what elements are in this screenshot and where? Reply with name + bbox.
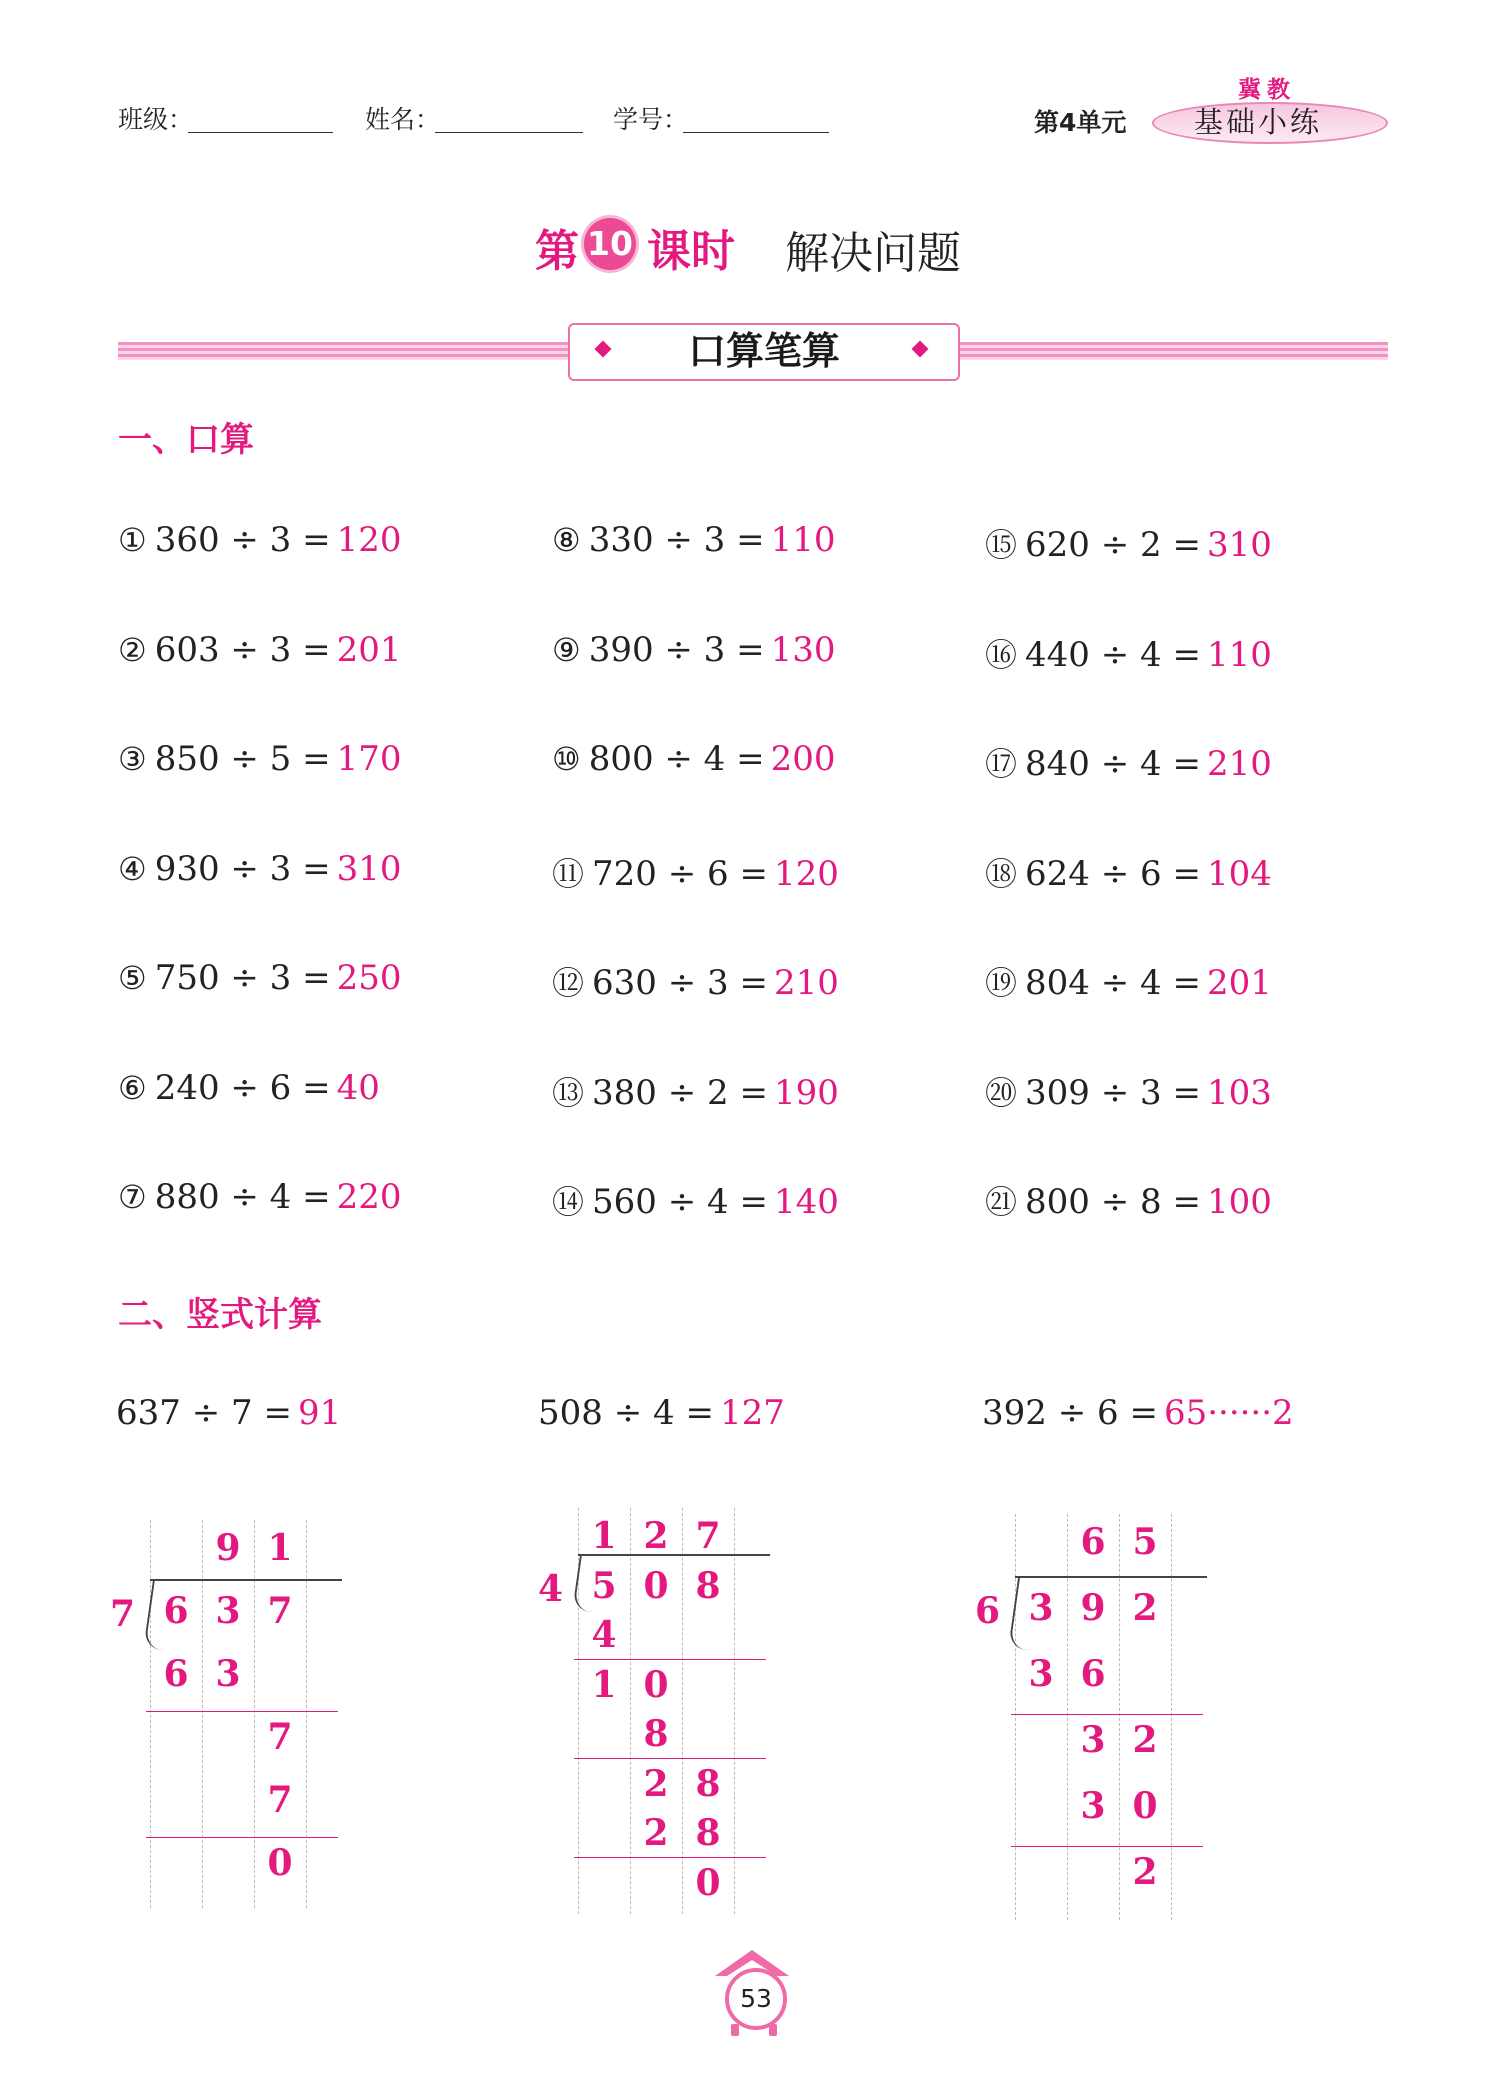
class-field[interactable] xyxy=(188,104,333,133)
step-digit: 7 xyxy=(267,1716,293,1758)
problem-answer: 210 xyxy=(1206,744,1272,784)
problem-answer: 140 xyxy=(773,1182,839,1222)
oral-problem xyxy=(118,1177,402,1217)
lesson-prefix: 第 xyxy=(535,226,579,277)
dividend-digit: 2 xyxy=(1132,1587,1158,1629)
step-digit: 0 xyxy=(643,1663,669,1706)
step-digit: 0 xyxy=(267,1842,293,1884)
problem-expression: 637 ÷ 7 = xyxy=(116,1393,292,1433)
subtraction-line xyxy=(146,1837,338,1838)
subtraction-line xyxy=(1011,1846,1203,1847)
problem-expression: 850 ÷ 5 = xyxy=(154,739,331,779)
oral-problem xyxy=(985,1177,1272,1223)
problem-number: ⑨ xyxy=(552,630,581,669)
problem-answer: 91 xyxy=(297,1393,342,1433)
subtraction-line xyxy=(574,1758,766,1759)
step-digit: 6 xyxy=(1080,1653,1106,1695)
problem-expression: 330 ÷ 3 = xyxy=(588,520,765,560)
problem-number: ④ xyxy=(118,849,147,888)
grid-guide xyxy=(1015,1514,1016,1920)
problem-expression: 930 ÷ 3 = xyxy=(154,848,331,889)
problem-expression: 440 ÷ 4 = xyxy=(1025,634,1201,675)
divisor: 4 xyxy=(538,1567,564,1610)
oral-problem xyxy=(985,630,1272,676)
quotient-digit: 1 xyxy=(267,1527,293,1569)
oral-problem xyxy=(552,958,839,1004)
written-problem xyxy=(116,1393,341,1433)
problem-number: ㉑ xyxy=(985,1183,1018,1221)
problem-expression: 880 ÷ 4 = xyxy=(154,1177,331,1217)
oral-problem xyxy=(118,958,402,998)
subtraction-line xyxy=(574,1857,766,1858)
problem-number: ⑲ xyxy=(985,964,1018,1002)
problem-number: ⑬ xyxy=(552,1073,585,1112)
problem-number: ① xyxy=(118,521,147,559)
problem-answer: 65······2 xyxy=(1163,1393,1294,1433)
dividend-digit: 3 xyxy=(1028,1587,1054,1629)
dividend-digit: 8 xyxy=(695,1564,721,1607)
problem-number: ⑰ xyxy=(985,745,1018,783)
problem-answer: 220 xyxy=(336,1177,402,1217)
problem-number: ⑪ xyxy=(552,854,585,893)
problem-number: ② xyxy=(118,630,147,669)
step-digit: 1 xyxy=(591,1663,617,1706)
problem-number: ⑮ xyxy=(985,526,1018,564)
dividend-digit: 9 xyxy=(1080,1587,1106,1629)
problem-number: ⑳ xyxy=(985,1073,1018,1112)
problem-number: ⑩ xyxy=(552,740,581,778)
problem-expression: 624 ÷ 6 = xyxy=(1025,853,1201,894)
subtraction-line xyxy=(574,1659,766,1660)
problem-expression: 620 ÷ 2 = xyxy=(1025,525,1201,565)
problem-expression: 804 ÷ 4 = xyxy=(1025,963,1201,1003)
problem-number: ⑦ xyxy=(118,1178,147,1216)
brand-series: 基础小练 xyxy=(1194,105,1323,139)
problem-answer: 170 xyxy=(336,739,402,779)
problem-answer: 130 xyxy=(770,629,836,670)
problem-number: ⑤ xyxy=(118,959,147,997)
step-digit: 4 xyxy=(591,1614,617,1656)
problem-answer: 200 xyxy=(770,739,836,779)
problem-number: ⑫ xyxy=(552,964,585,1002)
problem-expression: 380 ÷ 2 = xyxy=(592,1072,768,1113)
page-number: 53 xyxy=(725,1968,787,2030)
step-digit: 8 xyxy=(643,1713,669,1755)
dividend-digit: 6 xyxy=(163,1590,189,1632)
oral-problem xyxy=(552,1177,839,1223)
step-digit: 6 xyxy=(163,1653,189,1695)
oral-problem xyxy=(118,630,402,670)
page-badge-leg xyxy=(731,2024,739,2036)
problem-expression: 392 ÷ 6 = xyxy=(982,1393,1158,1433)
problem-number: ⑧ xyxy=(552,521,581,559)
dividend-digit: 3 xyxy=(215,1590,241,1632)
problem-answer: 201 xyxy=(336,629,402,670)
problem-answer: 120 xyxy=(773,853,839,894)
oral-problem xyxy=(985,958,1272,1004)
step-digit: 8 xyxy=(695,1812,721,1854)
student-id-field[interactable] xyxy=(683,104,829,133)
banner-title: 口算笔算 xyxy=(687,329,840,373)
problem-answer: 250 xyxy=(336,958,402,998)
problem-expression: 800 ÷ 8 = xyxy=(1025,1182,1201,1222)
problem-expression: 630 ÷ 3 = xyxy=(592,963,768,1003)
oral-problem xyxy=(552,520,836,560)
step-digit: 2 xyxy=(1132,1851,1158,1893)
written-problem xyxy=(538,1393,785,1433)
step-digit: 7 xyxy=(267,1779,293,1821)
problem-answer: 201 xyxy=(1206,963,1272,1003)
step-digit: 3 xyxy=(215,1653,241,1695)
problem-expression: 360 ÷ 3 = xyxy=(154,520,331,560)
problem-expression: 560 ÷ 4 = xyxy=(592,1182,768,1222)
problem-number: ⑥ xyxy=(118,1068,147,1107)
quotient-digit: 9 xyxy=(215,1527,241,1569)
problem-expression: 240 ÷ 6 = xyxy=(154,1067,331,1108)
step-digit: 0 xyxy=(695,1861,721,1904)
divisor: 7 xyxy=(110,1593,136,1635)
lesson-topic: 解决问题 xyxy=(785,228,961,279)
brand-publisher: 冀教 xyxy=(1238,77,1296,103)
step-digit: 2 xyxy=(643,1812,669,1854)
problem-answer: 210 xyxy=(773,963,839,1003)
oral-problem xyxy=(985,520,1272,566)
oral-problem xyxy=(118,520,402,560)
step-digit: 8 xyxy=(695,1762,721,1805)
name-label: 姓名： xyxy=(365,105,441,134)
problem-number: ⑱ xyxy=(985,854,1018,893)
quotient-digit: 5 xyxy=(1132,1521,1158,1563)
problem-answer: 127 xyxy=(719,1393,785,1433)
oral-problem xyxy=(118,1068,380,1108)
problem-expression: 390 ÷ 3 = xyxy=(588,629,765,670)
quotient-digit: 2 xyxy=(643,1515,669,1557)
name-field[interactable] xyxy=(435,104,583,133)
oral-problem xyxy=(552,630,836,670)
problem-answer: 120 xyxy=(336,520,402,560)
quotient-digit: 1 xyxy=(591,1515,617,1557)
step-digit: 3 xyxy=(1080,1785,1106,1827)
problem-expression: 750 ÷ 3 = xyxy=(154,958,331,998)
divisor: 6 xyxy=(975,1590,1001,1632)
written-problem xyxy=(982,1393,1294,1433)
section-oral-title: 一、口算 xyxy=(118,420,254,460)
problem-expression: 603 ÷ 3 = xyxy=(154,629,331,670)
division-bar xyxy=(1015,1576,1207,1578)
step-digit: 2 xyxy=(1132,1719,1158,1761)
dividend-digit: 7 xyxy=(267,1590,293,1632)
step-digit: 3 xyxy=(1080,1719,1106,1761)
grid-guide xyxy=(734,1508,735,1914)
grid-guide xyxy=(1171,1514,1172,1920)
step-digit: 3 xyxy=(1028,1653,1054,1695)
problem-answer: 103 xyxy=(1206,1072,1272,1113)
problem-answer: 110 xyxy=(770,520,836,560)
step-digit: 2 xyxy=(643,1762,669,1805)
oral-problem xyxy=(552,849,839,895)
problem-answer: 104 xyxy=(1206,853,1272,894)
quotient-digit: 6 xyxy=(1080,1521,1106,1563)
problem-answer: 100 xyxy=(1206,1182,1272,1222)
problem-answer: 310 xyxy=(336,848,402,889)
subtraction-line xyxy=(1011,1714,1203,1715)
problem-expression: 800 ÷ 4 = xyxy=(588,739,765,779)
quotient-digit: 7 xyxy=(695,1515,721,1557)
oral-problem xyxy=(985,739,1272,785)
oral-problem xyxy=(985,1068,1272,1114)
oral-problem xyxy=(552,1068,839,1114)
unit-label: 第4单元 xyxy=(1034,108,1127,137)
problem-number: ⑯ xyxy=(985,635,1018,674)
grid-guide xyxy=(1067,1514,1068,1920)
oral-problem xyxy=(118,739,402,779)
oral-problem xyxy=(118,849,402,889)
class-label: 班级： xyxy=(118,105,194,134)
dividend-digit: 5 xyxy=(591,1564,617,1607)
division-bar xyxy=(150,1579,342,1581)
problem-expression: 309 ÷ 3 = xyxy=(1025,1072,1201,1113)
lesson-suffix: 课时 xyxy=(647,226,735,277)
step-digit: 0 xyxy=(1132,1785,1158,1827)
dividend-digit: 0 xyxy=(643,1564,669,1607)
problem-number: ⑭ xyxy=(552,1183,585,1221)
problem-expression: 840 ÷ 4 = xyxy=(1025,744,1201,784)
student-id-label: 学号： xyxy=(613,105,689,134)
oral-problem xyxy=(552,739,836,779)
problem-number: ③ xyxy=(118,740,147,778)
lesson-number: 10 xyxy=(584,218,636,270)
section-written-title: 二、竖式计算 xyxy=(118,1295,322,1335)
oral-problem xyxy=(985,849,1272,895)
problem-expression: 720 ÷ 6 = xyxy=(592,853,768,894)
problem-expression: 508 ÷ 4 = xyxy=(538,1393,714,1433)
problem-answer: 190 xyxy=(773,1072,839,1113)
problem-answer: 40 xyxy=(336,1067,380,1108)
problem-answer: 310 xyxy=(1206,525,1272,565)
subtraction-line xyxy=(146,1711,338,1712)
problem-answer: 110 xyxy=(1206,634,1272,675)
